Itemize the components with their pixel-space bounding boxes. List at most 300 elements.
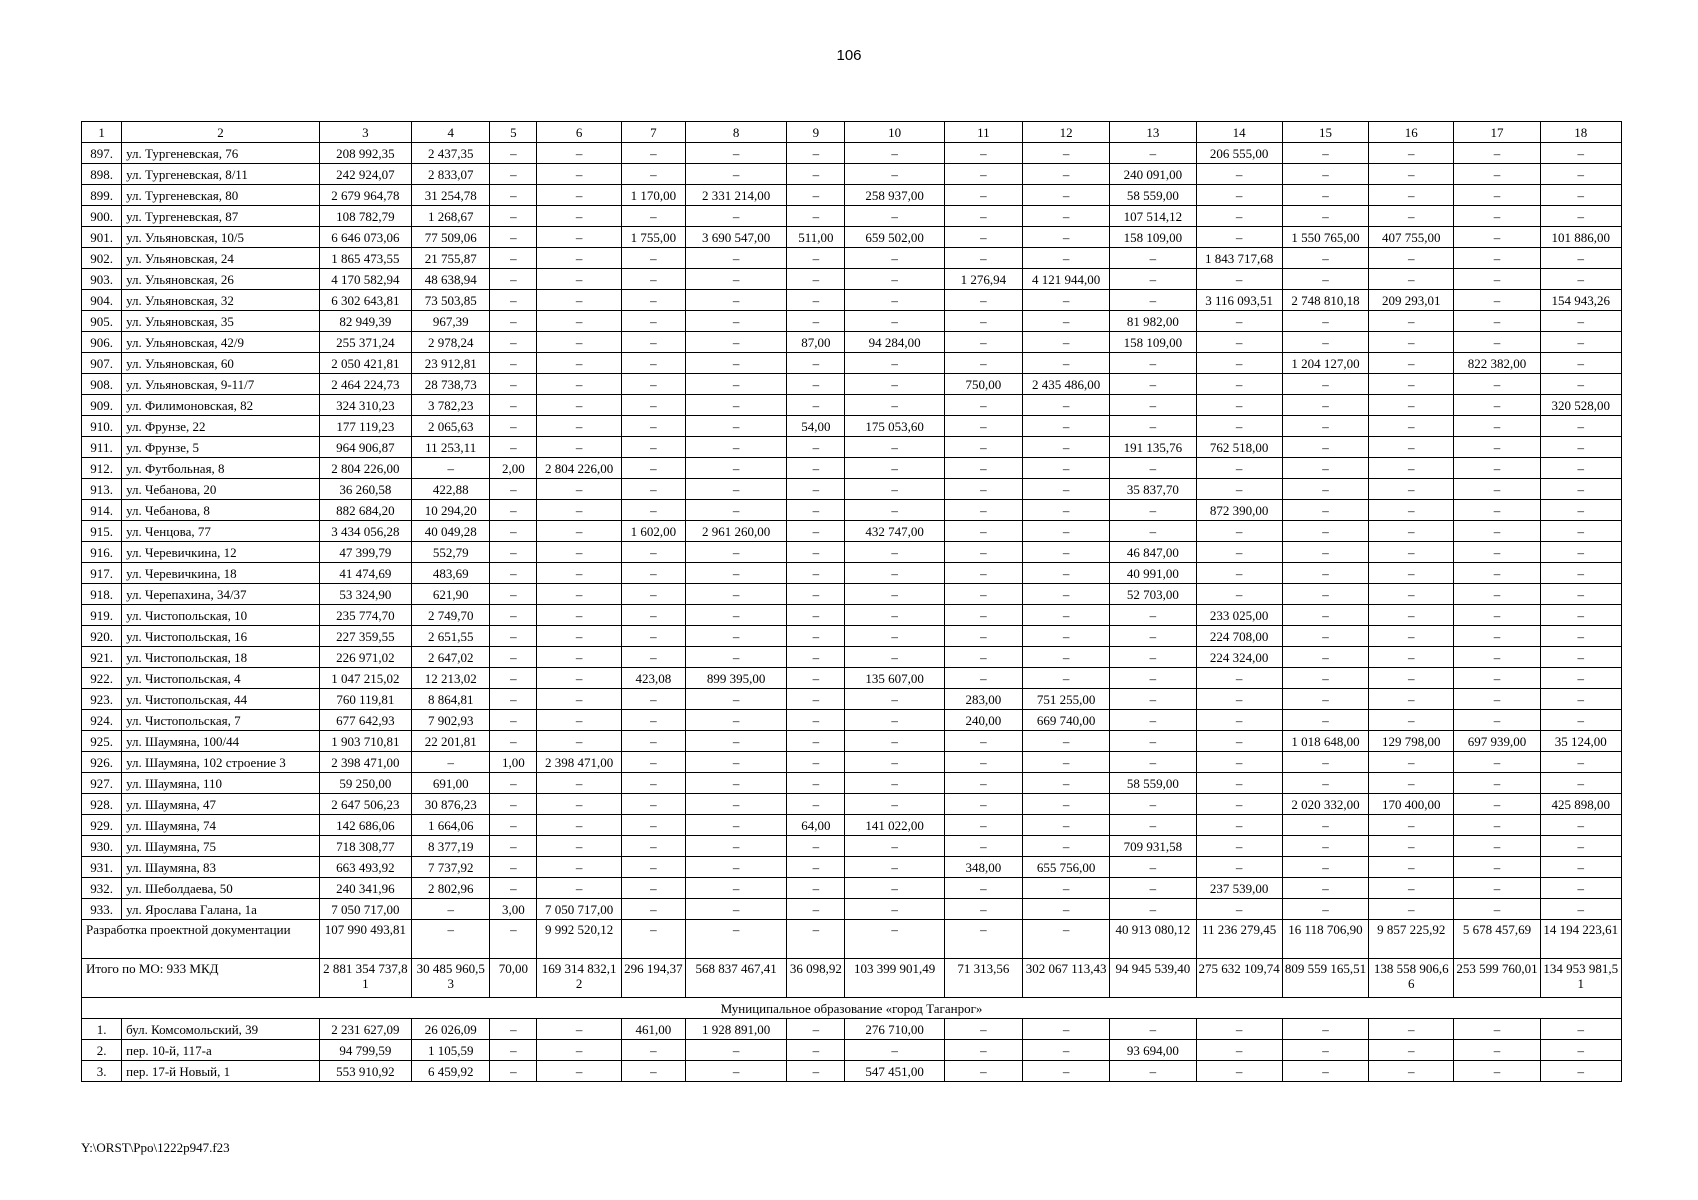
table-cell: 677 642,93: [319, 710, 411, 731]
table-cell: –: [1282, 668, 1368, 689]
address-cell: ул. Чистопольская, 4: [122, 668, 320, 689]
table-cell: –: [685, 710, 786, 731]
table-cell: –: [787, 794, 845, 815]
table-cell: 809 559 165,51: [1282, 959, 1368, 998]
table-cell: –: [1282, 416, 1368, 437]
table-cell: –: [1110, 878, 1196, 899]
column-header: 7: [621, 122, 685, 143]
table-cell: –: [1369, 668, 1454, 689]
column-header: 14: [1196, 122, 1282, 143]
row-number: 901.: [82, 227, 122, 248]
row-number: 929.: [82, 815, 122, 836]
row-number: 1.: [82, 1019, 122, 1040]
table-cell: –: [944, 500, 1022, 521]
table-cell: –: [1540, 416, 1621, 437]
table-cell: 103 399 901,49: [845, 959, 944, 998]
table-cell: 2 881 354 737,81: [319, 959, 411, 998]
table-cell: –: [1282, 899, 1368, 920]
table-cell: –: [621, 752, 685, 773]
table-cell: 2 464 224,73: [319, 374, 411, 395]
table-cell: –: [845, 689, 944, 710]
table-row: [82, 815, 1622, 836]
table-cell: –: [1540, 332, 1621, 353]
table-cell: 227 359,55: [319, 626, 411, 647]
table-cell: 35 837,70: [1110, 479, 1196, 500]
table-cell: 52 703,00: [1110, 584, 1196, 605]
table-cell: –: [1454, 710, 1540, 731]
table-cell: –: [787, 143, 845, 164]
table-cell: –: [1110, 374, 1196, 395]
table-cell: –: [685, 1040, 786, 1061]
table-row: [82, 626, 1622, 647]
table-cell: –: [490, 437, 537, 458]
table-cell: –: [685, 920, 786, 959]
table-cell: –: [1540, 479, 1621, 500]
table-row: [82, 857, 1622, 878]
table-cell: –: [944, 206, 1022, 227]
table-cell: –: [1110, 1061, 1196, 1082]
table-cell: –: [1369, 395, 1454, 416]
table-cell: –: [685, 1061, 786, 1082]
table-cell: –: [1369, 332, 1454, 353]
table-cell: –: [621, 500, 685, 521]
table-cell: –: [685, 479, 786, 500]
column-header: 16: [1369, 122, 1454, 143]
table-cell: –: [845, 353, 944, 374]
table-cell: 3 690 547,00: [685, 227, 786, 248]
table-cell: –: [1110, 731, 1196, 752]
table-cell: –: [537, 857, 621, 878]
design-docs-label: Разработка проектной документации: [82, 920, 320, 959]
address-cell: пер. 10-й, 117-а: [122, 1040, 320, 1061]
table-cell: –: [845, 584, 944, 605]
address-cell: ул. Чистопольская, 18: [122, 647, 320, 668]
table-cell: –: [1369, 773, 1454, 794]
table-row: [82, 185, 1622, 206]
table-cell: –: [1540, 836, 1621, 857]
table-cell: –: [944, 1040, 1022, 1061]
table-cell: –: [1369, 311, 1454, 332]
table-cell: –: [1023, 920, 1110, 959]
table-cell: –: [621, 143, 685, 164]
table-cell: 9 857 225,92: [1369, 920, 1454, 959]
table-cell: –: [490, 689, 537, 710]
table-cell: –: [1196, 899, 1282, 920]
table-cell: 134 953 981,51: [1540, 959, 1621, 998]
table-row: [82, 689, 1622, 710]
table-cell: –: [787, 353, 845, 374]
address-cell: ул. Тургеневская, 87: [122, 206, 320, 227]
table-cell: –: [787, 605, 845, 626]
column-header: 17: [1454, 122, 1540, 143]
table-cell: 511,00: [787, 227, 845, 248]
address-cell: ул. Черевичкина, 12: [122, 542, 320, 563]
table-cell: –: [845, 647, 944, 668]
table-cell: 240,00: [944, 710, 1022, 731]
table-cell: –: [685, 584, 786, 605]
table-cell: –: [1540, 752, 1621, 773]
address-cell: ул. Ульяновская, 60: [122, 353, 320, 374]
table-cell: 30 485 960,53: [412, 959, 490, 998]
table-cell: 5 678 457,69: [1454, 920, 1540, 959]
table-cell: 28 738,73: [412, 374, 490, 395]
row-number: 932.: [82, 878, 122, 899]
table-row: [82, 878, 1622, 899]
table-cell: –: [1196, 164, 1282, 185]
table-cell: –: [621, 164, 685, 185]
address-cell: ул. Шаумяна, 100/44: [122, 731, 320, 752]
table-cell: 872 390,00: [1196, 500, 1282, 521]
column-header: 18: [1540, 122, 1621, 143]
table-cell: –: [1540, 584, 1621, 605]
table-cell: 8 377,19: [412, 836, 490, 857]
table-cell: –: [1196, 1061, 1282, 1082]
table-cell: –: [1110, 500, 1196, 521]
table-cell: –: [621, 479, 685, 500]
table-cell: –: [787, 437, 845, 458]
table-cell: –: [1282, 563, 1368, 584]
table-cell: –: [1369, 878, 1454, 899]
table-cell: –: [621, 899, 685, 920]
table-cell: –: [1282, 269, 1368, 290]
table-cell: –: [787, 710, 845, 731]
table-cell: –: [537, 710, 621, 731]
table-cell: –: [1282, 437, 1368, 458]
table-cell: –: [845, 605, 944, 626]
table-cell: –: [537, 227, 621, 248]
table-cell: –: [1540, 605, 1621, 626]
table-cell: –: [1282, 248, 1368, 269]
table-cell: –: [1110, 626, 1196, 647]
table-cell: –: [944, 353, 1022, 374]
table-cell: –: [845, 437, 944, 458]
table-row: [82, 752, 1622, 773]
address-cell: ул. Тургеневская, 76: [122, 143, 320, 164]
table-cell: 70,00: [490, 959, 537, 998]
table-cell: 1 550 765,00: [1282, 227, 1368, 248]
table-cell: –: [1540, 878, 1621, 899]
address-cell: ул. Шеболдаева, 50: [122, 878, 320, 899]
table-cell: –: [1023, 815, 1110, 836]
table-cell: –: [1454, 836, 1540, 857]
table-cell: 1 170,00: [621, 185, 685, 206]
table-cell: –: [1196, 752, 1282, 773]
row-number: 927.: [82, 773, 122, 794]
table-cell: 40 049,28: [412, 521, 490, 542]
address-cell: ул. Футбольная, 8: [122, 458, 320, 479]
table-cell: –: [1023, 836, 1110, 857]
table-cell: –: [1110, 815, 1196, 836]
table-cell: 2 679 964,78: [319, 185, 411, 206]
table-cell: –: [1369, 353, 1454, 374]
table-cell: –: [1540, 185, 1621, 206]
table-row: [82, 458, 1622, 479]
table-cell: 7 737,92: [412, 857, 490, 878]
table-cell: –: [1196, 416, 1282, 437]
table-cell: –: [845, 269, 944, 290]
table-cell: –: [1023, 794, 1110, 815]
table-cell: –: [1369, 899, 1454, 920]
design-docs-row: [82, 920, 1622, 959]
table-cell: –: [537, 647, 621, 668]
table-cell: –: [944, 437, 1022, 458]
column-header: 4: [412, 122, 490, 143]
table-cell: –: [845, 563, 944, 584]
table-cell: –: [1454, 332, 1540, 353]
table-cell: 423,08: [621, 668, 685, 689]
table-cell: 47 399,79: [319, 542, 411, 563]
table-cell: –: [1369, 710, 1454, 731]
table-cell: –: [944, 878, 1022, 899]
table-cell: –: [537, 185, 621, 206]
table-cell: –: [944, 395, 1022, 416]
table-cell: –: [787, 311, 845, 332]
table-cell: –: [1196, 731, 1282, 752]
table-cell: 324 310,23: [319, 395, 411, 416]
address-cell: ул. Шаумяна, 74: [122, 815, 320, 836]
table-cell: –: [845, 143, 944, 164]
table-cell: 6 646 073,06: [319, 227, 411, 248]
row-number: 933.: [82, 899, 122, 920]
table-cell: –: [621, 731, 685, 752]
address-cell: ул. Черепахина, 34/37: [122, 584, 320, 605]
table-cell: –: [685, 794, 786, 815]
table-cell: –: [787, 164, 845, 185]
table-cell: –: [787, 689, 845, 710]
table-cell: –: [490, 731, 537, 752]
table-cell: –: [944, 773, 1022, 794]
address-cell: ул. Чистопольская, 16: [122, 626, 320, 647]
address-cell: ул. Шаумяна, 75: [122, 836, 320, 857]
table-row: [82, 395, 1622, 416]
column-header: 3: [319, 122, 411, 143]
table-cell: 1 755,00: [621, 227, 685, 248]
table-cell: –: [537, 1061, 621, 1082]
table-cell: –: [1282, 857, 1368, 878]
table-cell: 621,90: [412, 584, 490, 605]
table-cell: –: [1110, 143, 1196, 164]
column-header: 9: [787, 122, 845, 143]
table-cell: 71 313,56: [944, 959, 1022, 998]
table-cell: –: [1282, 647, 1368, 668]
table-cell: –: [845, 206, 944, 227]
table-cell: –: [1540, 899, 1621, 920]
table-cell: –: [685, 647, 786, 668]
table-cell: –: [845, 395, 944, 416]
table-cell: –: [490, 311, 537, 332]
table-cell: –: [1369, 815, 1454, 836]
table-cell: –: [1196, 794, 1282, 815]
table-cell: –: [621, 878, 685, 899]
table-cell: –: [1110, 647, 1196, 668]
table-cell: 177 119,23: [319, 416, 411, 437]
table-cell: –: [1454, 521, 1540, 542]
table-cell: 87,00: [787, 332, 845, 353]
table-cell: –: [1196, 353, 1282, 374]
table-cell: 12 213,02: [412, 668, 490, 689]
table-cell: –: [537, 605, 621, 626]
table-cell: –: [1110, 899, 1196, 920]
table-cell: –: [1540, 626, 1621, 647]
table-cell: –: [787, 248, 845, 269]
table-cell: –: [1023, 458, 1110, 479]
table-cell: –: [537, 668, 621, 689]
table-row: [82, 248, 1622, 269]
table-cell: –: [490, 584, 537, 605]
table-cell: 101 886,00: [1540, 227, 1621, 248]
row-number: 925.: [82, 731, 122, 752]
table-cell: –: [412, 458, 490, 479]
table-cell: 169 314 832,12: [537, 959, 621, 998]
table-cell: –: [1023, 668, 1110, 689]
table-cell: –: [1023, 164, 1110, 185]
table-cell: 14 194 223,61: [1540, 920, 1621, 959]
table-cell: –: [1454, 1019, 1540, 1040]
table-cell: –: [845, 731, 944, 752]
table-cell: 224 324,00: [1196, 647, 1282, 668]
table-cell: –: [621, 437, 685, 458]
table-cell: –: [621, 689, 685, 710]
table-cell: –: [1282, 1040, 1368, 1061]
table-cell: 1 903 710,81: [319, 731, 411, 752]
table-cell: –: [787, 185, 845, 206]
table-cell: –: [787, 1061, 845, 1082]
table-cell: 81 982,00: [1110, 311, 1196, 332]
table-cell: –: [1196, 227, 1282, 248]
data-table: [81, 121, 1622, 1082]
table-cell: –: [1282, 752, 1368, 773]
table-cell: 1 664,06: [412, 815, 490, 836]
table-cell: 407 755,00: [1369, 227, 1454, 248]
table-cell: –: [685, 836, 786, 857]
table-cell: –: [1196, 563, 1282, 584]
table-cell: –: [1110, 710, 1196, 731]
table-cell: –: [845, 248, 944, 269]
table-cell: –: [787, 668, 845, 689]
address-cell: ул. Ульяновская, 9-11/7: [122, 374, 320, 395]
table-cell: 2 833,07: [412, 164, 490, 185]
table-cell: 54,00: [787, 416, 845, 437]
column-header: 10: [845, 122, 944, 143]
table-cell: 2 802,96: [412, 878, 490, 899]
table-cell: –: [944, 542, 1022, 563]
table-cell: 22 201,81: [412, 731, 490, 752]
table-cell: 967,39: [412, 311, 490, 332]
table-cell: 10 294,20: [412, 500, 490, 521]
table-cell: –: [944, 290, 1022, 311]
table-row: [82, 563, 1622, 584]
table-cell: –: [537, 626, 621, 647]
table-cell: 2 749,70: [412, 605, 490, 626]
table-row: [82, 437, 1622, 458]
table-row: [82, 311, 1622, 332]
table-cell: –: [621, 248, 685, 269]
table-cell: –: [1454, 626, 1540, 647]
column-header: 1: [82, 122, 122, 143]
table-cell: –: [490, 647, 537, 668]
table-cell: –: [1369, 563, 1454, 584]
table-cell: 58 559,00: [1110, 185, 1196, 206]
table-cell: –: [1196, 584, 1282, 605]
table-cell: –: [537, 563, 621, 584]
table-cell: 2 050 421,81: [319, 353, 411, 374]
table-cell: –: [845, 773, 944, 794]
table-cell: –: [1454, 395, 1540, 416]
table-row: [82, 584, 1622, 605]
table-cell: –: [1023, 479, 1110, 500]
table-cell: 94 945 539,40: [1110, 959, 1196, 998]
table-cell: –: [1369, 164, 1454, 185]
table-cell: –: [1369, 374, 1454, 395]
table-row: [82, 269, 1622, 290]
table-cell: –: [944, 752, 1022, 773]
table-cell: 882 684,20: [319, 500, 411, 521]
address-cell: ул. Фрунзе, 22: [122, 416, 320, 437]
table-cell: –: [490, 836, 537, 857]
row-number: 899.: [82, 185, 122, 206]
table-cell: –: [621, 458, 685, 479]
table-cell: 36 098,92: [787, 959, 845, 998]
table-cell: –: [1454, 857, 1540, 878]
table-cell: –: [1540, 269, 1621, 290]
table-cell: –: [621, 311, 685, 332]
table-cell: –: [685, 815, 786, 836]
section-title: Муниципальное образование «город Таганрог»: [82, 998, 1622, 1019]
table-cell: –: [1369, 584, 1454, 605]
table-cell: –: [1454, 878, 1540, 899]
table-cell: –: [1023, 584, 1110, 605]
column-header: 5: [490, 122, 537, 143]
table-cell: –: [537, 395, 621, 416]
table-cell: –: [944, 605, 1022, 626]
table-cell: 3 782,23: [412, 395, 490, 416]
table-cell: 64,00: [787, 815, 845, 836]
table-cell: –: [490, 353, 537, 374]
table-cell: –: [537, 311, 621, 332]
table-cell: –: [490, 857, 537, 878]
table-cell: –: [685, 332, 786, 353]
table-cell: 2 961 260,00: [685, 521, 786, 542]
table-row: [82, 1061, 1622, 1082]
table-cell: –: [1023, 185, 1110, 206]
table-cell: –: [1369, 752, 1454, 773]
table-cell: 240 091,00: [1110, 164, 1196, 185]
table-cell: –: [490, 668, 537, 689]
table-cell: –: [537, 374, 621, 395]
table-cell: –: [1282, 332, 1368, 353]
table-cell: 2 978,24: [412, 332, 490, 353]
table-cell: –: [1369, 437, 1454, 458]
table-cell: –: [537, 248, 621, 269]
row-number: 912.: [82, 458, 122, 479]
table-cell: 141 022,00: [845, 815, 944, 836]
table-cell: –: [1196, 395, 1282, 416]
table-cell: –: [787, 1019, 845, 1040]
table-cell: –: [1023, 248, 1110, 269]
table-cell: 35 124,00: [1540, 731, 1621, 752]
row-number: 900.: [82, 206, 122, 227]
table-cell: –: [621, 647, 685, 668]
table-cell: –: [1454, 752, 1540, 773]
address-cell: ул. Ульяновская, 32: [122, 290, 320, 311]
table-cell: –: [1023, 1040, 1110, 1061]
table-row: [82, 479, 1622, 500]
address-cell: пер. 17-й Новый, 1: [122, 1061, 320, 1082]
table-cell: 655 756,00: [1023, 857, 1110, 878]
table-cell: –: [1454, 605, 1540, 626]
table-cell: –: [1282, 185, 1368, 206]
table-cell: 107 514,12: [1110, 206, 1196, 227]
